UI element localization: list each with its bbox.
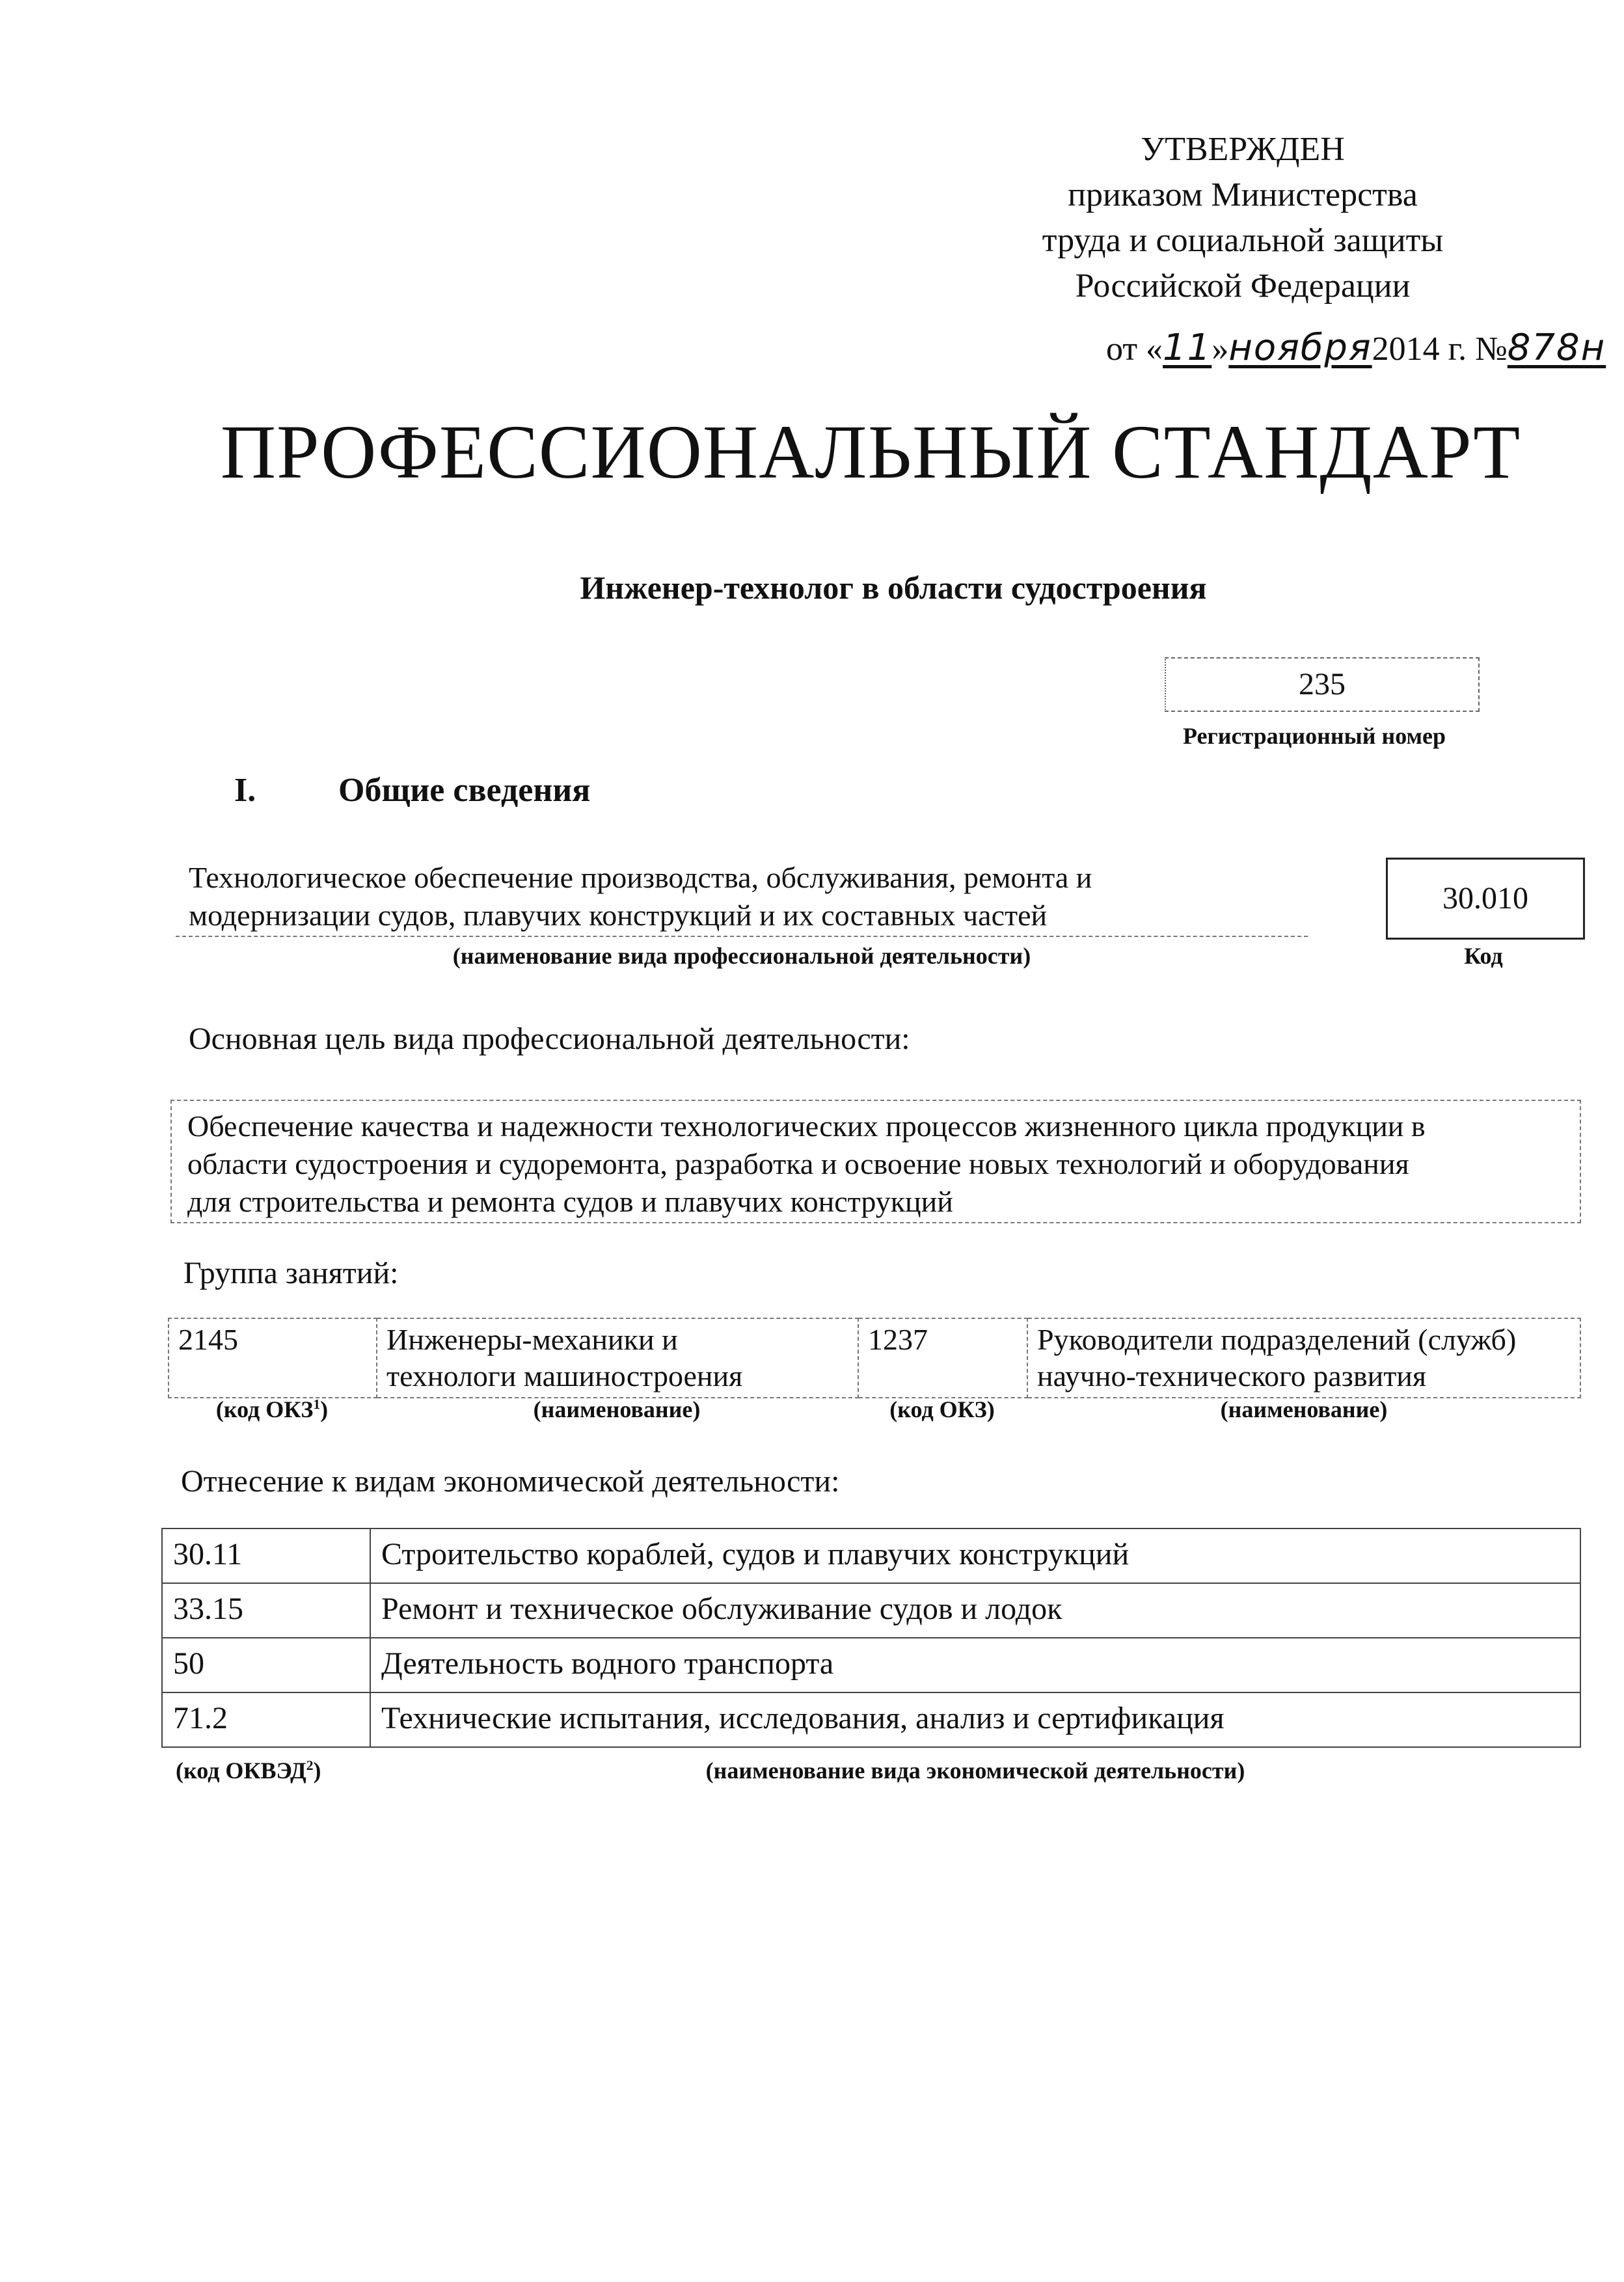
table-row (162, 1583, 1580, 1638)
activity-name (189, 859, 1308, 934)
okz-code-caption-2: (код ОКЗ) (889, 1396, 995, 1422)
document-subtitle: Инженер-технолог в области судостроения (580, 569, 1207, 606)
table-row (162, 1692, 1580, 1747)
approval-line-1: УТВЕРЖДЕН (1141, 131, 1345, 168)
economic-activity-label: Отнесение к видам экономической деятельности: (181, 1464, 840, 1499)
okz-caption-text: (код ОКЗ (215, 1396, 314, 1422)
section-number: I. (234, 772, 256, 809)
activity-line-1: Технологическое обеспечение производства, обслуживания, ремонта и (189, 861, 1092, 894)
activity-underline (176, 936, 1308, 937)
okved-name: Деятельность водного транспорта (370, 1638, 1580, 1692)
table-row (162, 1528, 1580, 1583)
economic-activity-table (161, 1528, 1581, 1748)
section-heading (234, 768, 590, 813)
footnote-mark-1: 1 (313, 1396, 321, 1412)
order-month: ноября (1228, 327, 1372, 369)
okz-code-caption-1 (168, 1396, 376, 1423)
document-title: ПРОФЕССИОНАЛЬНЫЙ СТАНДАРТ (220, 409, 1521, 495)
occupation-group-label: Группа занятий: (183, 1256, 399, 1290)
activity-code-caption: Код (1464, 943, 1503, 969)
okved-caption-text: (код ОКВЭД (176, 1758, 306, 1784)
order-date-mid: » (1211, 331, 1229, 368)
okz-name-1-line-2: технологи машиностроения (386, 1359, 743, 1392)
goal-line-2: области судостроения и судоремонта, разработка и освоение новых технологий и оборудования (187, 1147, 1409, 1180)
table-row (162, 1638, 1580, 1692)
okved-code: 71.2 (162, 1692, 370, 1747)
registration-number-caption: Регистрационный номер (1182, 723, 1446, 749)
okved-name: Строительство кораблей, судов и плавучих конструкций (370, 1528, 1580, 1583)
activity-line-2: модернизации судов, плавучих конструкций и их составных частей (189, 899, 1048, 932)
okz-name-1-line-1: Инженеры-механики и (386, 1323, 678, 1356)
order-day: 11 (1163, 327, 1212, 369)
registration-number-box: 235 (1165, 657, 1480, 712)
activity-caption: (наименование вида профессиональной деятельности) (452, 943, 1031, 969)
footnote-mark-2: 2 (306, 1758, 314, 1773)
okved-code: 33.15 (162, 1583, 370, 1638)
okz-code-1: 2145 (169, 1318, 377, 1398)
okz-name-2-line-2: научно-технического развития (1037, 1359, 1427, 1392)
goal-line-3: для строительства и ремонта судов и плавучих конструкций (187, 1185, 953, 1218)
order-year: 2014 г. № (1372, 331, 1508, 368)
okved-name: Технические испытания, исследования, анализ и сертификация (370, 1692, 1580, 1747)
okved-code: 30.11 (162, 1528, 370, 1583)
activity-code-box: 30.010 (1386, 858, 1585, 940)
goal-label: Основная цель вида профессиональной деятельности: (189, 1022, 910, 1056)
order-date-line (1106, 325, 1606, 372)
order-number: 878н (1507, 327, 1606, 369)
okved-code-caption (176, 1757, 321, 1784)
table-row (169, 1318, 1580, 1398)
okz-code-2: 1237 (858, 1318, 1027, 1398)
approval-line-4: Российской Федерации (1075, 267, 1411, 305)
approval-line-3: труда и социальной защиты (1042, 222, 1444, 259)
okz-name-caption-1: (наименование) (533, 1396, 701, 1422)
okz-name-caption-2: (наименование) (1220, 1396, 1388, 1422)
okz-name-2 (1027, 1318, 1580, 1398)
occupation-table (168, 1318, 1581, 1398)
goal-line-1: Обеспечение качества и надежности технологических процессов жизненного цикла продукции в (187, 1109, 1426, 1143)
approval-line-2: приказом Министерства (1068, 176, 1418, 213)
okz-name-2-line-1: Руководители подразделений (служб) (1037, 1323, 1517, 1356)
okz-caption-end: ) (320, 1396, 329, 1422)
okz-name-1 (377, 1318, 858, 1398)
okved-name-caption: (наименование вида экономической деятельности) (705, 1758, 1245, 1784)
goal-box (170, 1100, 1581, 1223)
approval-block (1002, 127, 1483, 309)
okved-caption-end: ) (313, 1758, 321, 1784)
okved-code: 50 (162, 1638, 370, 1692)
okved-name: Ремонт и техническое обслуживание судов и лодок (370, 1583, 1580, 1638)
section-title: Общие сведения (338, 772, 591, 809)
order-date-prefix: от « (1106, 331, 1163, 368)
